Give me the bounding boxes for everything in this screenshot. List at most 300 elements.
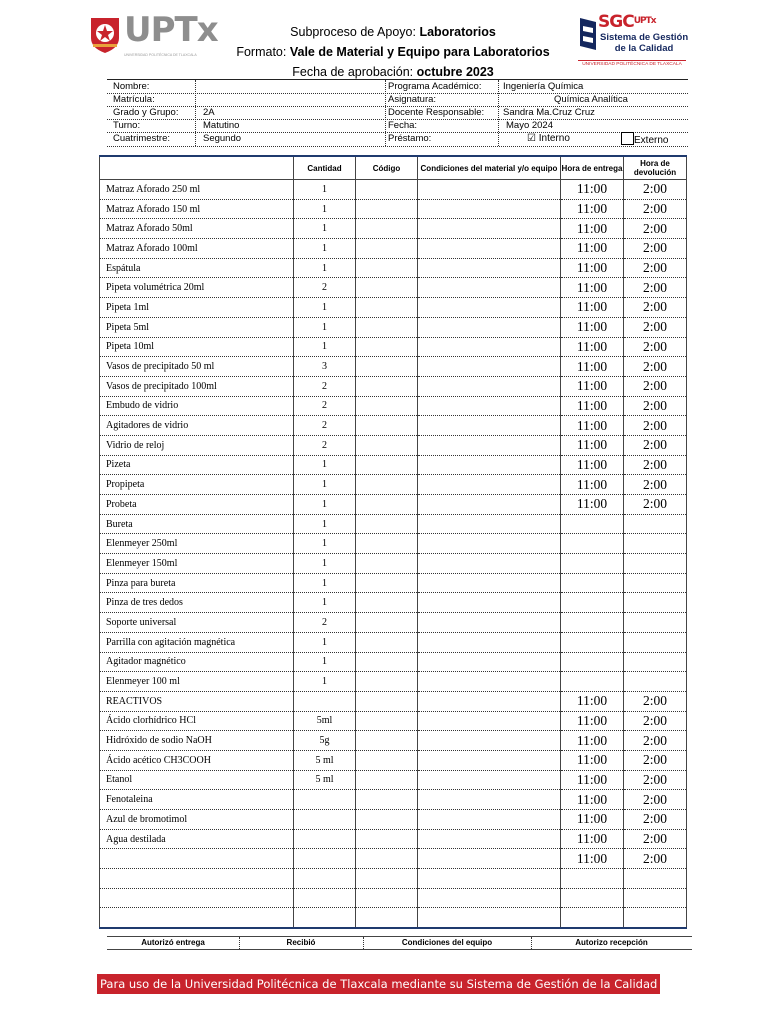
- cell-condiciones[interactable]: [418, 337, 561, 357]
- cell-hora-entrega[interactable]: 11:00: [561, 357, 624, 377]
- cell-codigo[interactable]: [356, 810, 418, 830]
- cell-hora-entrega[interactable]: 11:00: [561, 691, 624, 711]
- cell-hora-entrega[interactable]: 11:00: [561, 435, 624, 455]
- asignatura-label: Asignatura:: [388, 94, 437, 105]
- cell-item-name[interactable]: Agitadores de vidrio: [100, 416, 294, 436]
- cell-item-name[interactable]: Ácido clorhídrico HCl: [100, 711, 294, 731]
- cell-hora-devolucion[interactable]: 2:00: [624, 455, 687, 475]
- table-row: [100, 278, 687, 298]
- cell-codigo[interactable]: [356, 317, 418, 337]
- cell-hora-entrega[interactable]: [561, 613, 624, 633]
- cell-item-name[interactable]: Elenmeyer 250ml: [100, 534, 294, 554]
- sgc-emblem-icon: [578, 16, 598, 54]
- cell-item-name[interactable]: Matraz Aforado 150 ml: [100, 199, 294, 219]
- logo-text: UPTx: [124, 10, 218, 50]
- cell-cantidad[interactable]: 5g: [294, 731, 356, 751]
- cell-item-name[interactable]: REACTIVOS: [100, 691, 294, 711]
- sgc-line-1: Sistema de Gestión: [600, 32, 689, 43]
- cell-condiciones[interactable]: [418, 632, 561, 652]
- cell-hora-entrega[interactable]: [561, 869, 624, 889]
- cell-hora-entrega[interactable]: 11:00: [561, 258, 624, 278]
- cell-condiciones[interactable]: [418, 396, 561, 416]
- cell-condiciones[interactable]: [418, 514, 561, 534]
- cell-cantidad[interactable]: 2: [294, 435, 356, 455]
- cell-item-name[interactable]: Probeta: [100, 495, 294, 515]
- cell-hora-entrega[interactable]: 11:00: [561, 278, 624, 298]
- cell-item-name[interactable]: Pinza de tres dedos: [100, 593, 294, 613]
- cell-item-name[interactable]: Soporte universal: [100, 613, 294, 633]
- cell-hora-entrega[interactable]: 11:00: [561, 376, 624, 396]
- cell-condiciones[interactable]: [418, 376, 561, 396]
- cell-condiciones[interactable]: [418, 652, 561, 672]
- cell-condiciones[interactable]: [418, 593, 561, 613]
- cell-hora-devolucion[interactable]: 2:00: [624, 317, 687, 337]
- cell-hora-devolucion[interactable]: 2:00: [624, 691, 687, 711]
- cell-condiciones[interactable]: [418, 495, 561, 515]
- cell-hora-devolucion[interactable]: [624, 869, 687, 889]
- info-row-4: [107, 119, 688, 133]
- cell-codigo[interactable]: [356, 337, 418, 357]
- table-row: [100, 357, 687, 377]
- cell-hora-entrega[interactable]: [561, 554, 624, 574]
- cell-codigo[interactable]: [356, 869, 418, 889]
- subprocess-label: Subproceso de Apoyo:: [290, 25, 416, 39]
- cell-condiciones[interactable]: [418, 750, 561, 770]
- cell-condiciones[interactable]: [418, 731, 561, 751]
- cell-condiciones[interactable]: [418, 711, 561, 731]
- uptx-seal-icon: [88, 16, 122, 54]
- table-row: [100, 691, 687, 711]
- header-codigo: Código: [356, 156, 418, 180]
- cell-item-name[interactable]: Agitador magnético: [100, 652, 294, 672]
- cell-codigo[interactable]: [356, 376, 418, 396]
- externo-option[interactable]: [621, 132, 668, 147]
- cell-hora-devolucion[interactable]: [624, 652, 687, 672]
- cell-condiciones[interactable]: [418, 770, 561, 790]
- cell-codigo[interactable]: [356, 554, 418, 574]
- cell-hora-entrega[interactable]: 11:00: [561, 298, 624, 318]
- signature-condiciones[interactable]: Condiciones del equipo: [401, 938, 493, 947]
- cell-cantidad[interactable]: [294, 829, 356, 849]
- cell-cantidad[interactable]: 1: [294, 258, 356, 278]
- cell-codigo[interactable]: [356, 888, 418, 908]
- cell-codigo[interactable]: [356, 849, 418, 869]
- cell-condiciones[interactable]: [418, 888, 561, 908]
- cell-item-name[interactable]: Espátula: [100, 258, 294, 278]
- cell-cantidad[interactable]: 3: [294, 357, 356, 377]
- cell-condiciones[interactable]: [418, 691, 561, 711]
- cell-condiciones[interactable]: [418, 475, 561, 495]
- cell-hora-entrega[interactable]: 11:00: [561, 317, 624, 337]
- cell-hora-entrega[interactable]: 11:00: [561, 180, 624, 200]
- cell-codigo[interactable]: [356, 711, 418, 731]
- cell-condiciones[interactable]: [418, 435, 561, 455]
- cell-hora-devolucion[interactable]: 2:00: [624, 810, 687, 830]
- cell-hora-devolucion[interactable]: [624, 672, 687, 692]
- cell-cantidad[interactable]: [294, 691, 356, 711]
- cell-hora-devolucion[interactable]: 2:00: [624, 180, 687, 200]
- nombre-label: Nombre:: [113, 81, 150, 92]
- info-row-5: [107, 132, 688, 147]
- cell-item-name[interactable]: [100, 908, 294, 928]
- cell-hora-entrega[interactable]: 11:00: [561, 396, 624, 416]
- cell-cantidad[interactable]: 1: [294, 514, 356, 534]
- cell-hora-devolucion[interactable]: 2:00: [624, 357, 687, 377]
- table-row: [100, 672, 687, 692]
- cell-hora-devolucion[interactable]: [624, 593, 687, 613]
- cell-cantidad[interactable]: 1: [294, 298, 356, 318]
- signature-autorizo-recepcion[interactable]: Autorizo recepción: [575, 938, 648, 947]
- cell-cantidad[interactable]: 1: [294, 672, 356, 692]
- cell-item-name[interactable]: Vidrio de reloj: [100, 435, 294, 455]
- cell-cantidad[interactable]: 1: [294, 317, 356, 337]
- cell-codigo[interactable]: [356, 593, 418, 613]
- cell-codigo[interactable]: [356, 239, 418, 259]
- cell-cantidad[interactable]: 2: [294, 376, 356, 396]
- info-row-3: [107, 106, 688, 120]
- cell-hora-entrega[interactable]: 11:00: [561, 416, 624, 436]
- cell-hora-entrega[interactable]: 11:00: [561, 199, 624, 219]
- table-row: [100, 199, 687, 219]
- cell-hora-entrega[interactable]: 11:00: [561, 711, 624, 731]
- cell-hora-entrega[interactable]: [561, 573, 624, 593]
- sgc-line-2: de la Calidad: [614, 43, 674, 54]
- cell-cantidad[interactable]: [294, 908, 356, 928]
- cell-cantidad[interactable]: 1: [294, 199, 356, 219]
- cell-hora-entrega[interactable]: 11:00: [561, 790, 624, 810]
- cell-hora-entrega[interactable]: 11:00: [561, 219, 624, 239]
- cell-condiciones[interactable]: [418, 829, 561, 849]
- cell-hora-devolucion[interactable]: [624, 514, 687, 534]
- cell-cantidad[interactable]: 1: [294, 475, 356, 495]
- cell-item-name[interactable]: [100, 849, 294, 869]
- cell-hora-entrega[interactable]: 11:00: [561, 750, 624, 770]
- cell-hora-devolucion[interactable]: 2:00: [624, 495, 687, 515]
- format-line: [228, 42, 558, 62]
- cell-item-name[interactable]: Matraz Aforado 100ml: [100, 239, 294, 259]
- student-info-block: [107, 79, 688, 147]
- cell-item-name[interactable]: Pipeta 5ml: [100, 317, 294, 337]
- cell-cantidad[interactable]: 1: [294, 554, 356, 574]
- cell-hora-devolucion[interactable]: [624, 613, 687, 633]
- cell-item-name[interactable]: Bureta: [100, 514, 294, 534]
- cell-item-name[interactable]: Pizeta: [100, 455, 294, 475]
- cell-item-name[interactable]: Ácido acético CH3COOH: [100, 750, 294, 770]
- cell-codigo[interactable]: [356, 357, 418, 377]
- cell-hora-devolucion[interactable]: 2:00: [624, 376, 687, 396]
- sgc-text: SGC: [598, 12, 634, 32]
- signature-recibio[interactable]: Recibió: [286, 938, 316, 947]
- cell-hora-devolucion[interactable]: 2:00: [624, 199, 687, 219]
- cell-item-name[interactable]: [100, 869, 294, 889]
- cell-hora-entrega[interactable]: 11:00: [561, 455, 624, 475]
- table-row: [100, 810, 687, 830]
- quality-footer: Para uso de la Universidad Politécnica de Tlaxcala mediante su Sistema de Gestión de la Calidad: [97, 974, 660, 994]
- cell-condiciones[interactable]: [418, 869, 561, 889]
- table-row: [100, 652, 687, 672]
- cell-condiciones[interactable]: [418, 455, 561, 475]
- cell-item-name[interactable]: Matraz Aforado 50ml: [100, 219, 294, 239]
- cell-codigo[interactable]: [356, 691, 418, 711]
- cell-hora-devolucion[interactable]: 2:00: [624, 750, 687, 770]
- cell-hora-devolucion[interactable]: [624, 888, 687, 908]
- cell-hora-devolucion[interactable]: 2:00: [624, 219, 687, 239]
- cell-item-name[interactable]: Pipeta volumétrica 20ml: [100, 278, 294, 298]
- cell-cantidad[interactable]: [294, 790, 356, 810]
- cell-codigo[interactable]: [356, 573, 418, 593]
- header-hora-entrega: Hora de entrega: [561, 156, 624, 180]
- cell-cantidad[interactable]: 1: [294, 652, 356, 672]
- cell-codigo[interactable]: [356, 396, 418, 416]
- cell-codigo[interactable]: [356, 180, 418, 200]
- header-item: [100, 156, 294, 180]
- approval-label: Fecha de aprobación:: [292, 65, 414, 79]
- cell-cantidad[interactable]: 1: [294, 593, 356, 613]
- table-row: [100, 554, 687, 574]
- cell-cantidad[interactable]: 2: [294, 278, 356, 298]
- cell-item-name[interactable]: Fenotaleina: [100, 790, 294, 810]
- cell-codigo[interactable]: [356, 652, 418, 672]
- cell-codigo[interactable]: [356, 475, 418, 495]
- cell-hora-devolucion[interactable]: [624, 573, 687, 593]
- cell-item-name[interactable]: Elenmeyer 150ml: [100, 554, 294, 574]
- interno-checkbox[interactable]: ☑ Interno: [527, 133, 570, 144]
- cell-codigo[interactable]: [356, 829, 418, 849]
- table-row: [100, 396, 687, 416]
- cell-hora-devolucion[interactable]: 2:00: [624, 416, 687, 436]
- cell-codigo[interactable]: [356, 770, 418, 790]
- cell-cantidad[interactable]: 2: [294, 396, 356, 416]
- cell-codigo[interactable]: [356, 908, 418, 928]
- cell-cantidad[interactable]: [294, 869, 356, 889]
- cell-codigo[interactable]: [356, 219, 418, 239]
- cell-hora-devolucion[interactable]: 2:00: [624, 258, 687, 278]
- signature-autorizo-entrega[interactable]: Autorizó entrega: [141, 938, 205, 947]
- cell-cantidad[interactable]: 1: [294, 219, 356, 239]
- cell-codigo[interactable]: [356, 790, 418, 810]
- cell-hora-entrega[interactable]: 11:00: [561, 475, 624, 495]
- cell-hora-entrega[interactable]: 11:00: [561, 239, 624, 259]
- cell-hora-entrega[interactable]: [561, 888, 624, 908]
- cell-hora-entrega[interactable]: 11:00: [561, 810, 624, 830]
- cell-condiciones[interactable]: [418, 317, 561, 337]
- cell-hora-devolucion[interactable]: 2:00: [624, 790, 687, 810]
- cell-condiciones[interactable]: [418, 180, 561, 200]
- cell-hora-devolucion[interactable]: 2:00: [624, 396, 687, 416]
- cell-hora-entrega[interactable]: 11:00: [561, 849, 624, 869]
- cell-item-name[interactable]: Vasos de precipitado 100ml: [100, 376, 294, 396]
- cell-hora-entrega[interactable]: 11:00: [561, 770, 624, 790]
- cell-hora-entrega[interactable]: 11:00: [561, 731, 624, 751]
- logo-subtitle: UNIVERSIDAD POLITÉCNICA DE TLAXCALA: [124, 53, 197, 57]
- cell-item-name[interactable]: Etanol: [100, 770, 294, 790]
- cell-cantidad[interactable]: 1: [294, 573, 356, 593]
- cell-hora-devolucion[interactable]: 2:00: [624, 278, 687, 298]
- table-row: [100, 908, 687, 928]
- cell-item-name[interactable]: Elenmeyer 100 ml: [100, 672, 294, 692]
- cell-cantidad[interactable]: 2: [294, 416, 356, 436]
- approval-value: octubre 2023: [416, 65, 494, 79]
- turno-value[interactable]: Matutino: [203, 120, 240, 131]
- prestamo-label: Préstamo:: [388, 133, 432, 144]
- cell-condiciones[interactable]: [418, 672, 561, 692]
- cell-hora-entrega[interactable]: 11:00: [561, 495, 624, 515]
- cell-condiciones[interactable]: [418, 278, 561, 298]
- cell-codigo[interactable]: [356, 199, 418, 219]
- cell-cantidad[interactable]: 5ml: [294, 711, 356, 731]
- table-row: [100, 455, 687, 475]
- cell-codigo[interactable]: [356, 298, 418, 318]
- sgc-logo: [578, 12, 688, 70]
- cuatrimestre-value[interactable]: Segundo: [203, 133, 242, 144]
- table-row: [100, 337, 687, 357]
- cell-condiciones[interactable]: [418, 534, 561, 554]
- cell-item-name[interactable]: [100, 888, 294, 908]
- cell-item-name[interactable]: Azul de bromotimol: [100, 810, 294, 830]
- cell-codigo[interactable]: [356, 495, 418, 515]
- cell-cantidad[interactable]: [294, 849, 356, 869]
- cell-hora-devolucion[interactable]: 2:00: [624, 435, 687, 455]
- cell-cantidad[interactable]: 5 ml: [294, 770, 356, 790]
- cell-condiciones[interactable]: [418, 554, 561, 574]
- cell-hora-entrega[interactable]: 11:00: [561, 829, 624, 849]
- cell-hora-devolucion[interactable]: [624, 632, 687, 652]
- cell-item-name[interactable]: Parrilla con agitación magnética: [100, 632, 294, 652]
- cell-item-name[interactable]: Propipeta: [100, 475, 294, 495]
- cell-item-name[interactable]: Pipeta 1ml: [100, 298, 294, 318]
- docente-value[interactable]: Sandra Ma.Cruz Cruz: [503, 107, 595, 118]
- cell-condiciones[interactable]: [418, 790, 561, 810]
- cell-cantidad[interactable]: 1: [294, 337, 356, 357]
- cell-item-name[interactable]: Pinza para bureta: [100, 573, 294, 593]
- cell-condiciones[interactable]: [418, 573, 561, 593]
- cell-codigo[interactable]: [356, 278, 418, 298]
- cell-condiciones[interactable]: [418, 810, 561, 830]
- cell-cantidad[interactable]: [294, 810, 356, 830]
- grado-value[interactable]: 2A: [203, 107, 215, 118]
- cell-codigo[interactable]: [356, 534, 418, 554]
- table-row: [100, 180, 687, 200]
- cell-hora-entrega[interactable]: [561, 908, 624, 928]
- table-body: [100, 180, 687, 929]
- cell-hora-devolucion[interactable]: 2:00: [624, 829, 687, 849]
- cell-cantidad[interactable]: 1: [294, 455, 356, 475]
- info-row-1: [107, 80, 688, 94]
- cell-condiciones[interactable]: [418, 908, 561, 928]
- table-row: [100, 258, 687, 278]
- header-hora-devolucion: Hora de devolución: [624, 156, 687, 180]
- cell-condiciones[interactable]: [418, 219, 561, 239]
- cell-hora-entrega[interactable]: [561, 652, 624, 672]
- cell-hora-devolucion[interactable]: [624, 908, 687, 928]
- asignatura-value[interactable]: Química Analítica: [554, 94, 628, 105]
- cell-hora-entrega[interactable]: [561, 593, 624, 613]
- table-row: [100, 613, 687, 633]
- programa-value[interactable]: Ingeniería Química: [503, 81, 584, 92]
- cell-hora-entrega[interactable]: [561, 672, 624, 692]
- externo-checkbox[interactable]: [621, 132, 634, 145]
- table-row: [100, 711, 687, 731]
- programa-label: Programa Académico:: [388, 81, 482, 92]
- cell-condiciones[interactable]: [418, 258, 561, 278]
- cell-cantidad[interactable]: [294, 888, 356, 908]
- table-row: [100, 219, 687, 239]
- cell-hora-devolucion[interactable]: 2:00: [624, 849, 687, 869]
- cell-codigo[interactable]: [356, 632, 418, 652]
- cell-codigo[interactable]: [356, 435, 418, 455]
- cell-cantidad[interactable]: 2: [294, 613, 356, 633]
- cell-cantidad[interactable]: 1: [294, 239, 356, 259]
- matricula-label: Matrícula:: [113, 94, 155, 105]
- subprocess-line: [228, 22, 558, 42]
- cell-hora-entrega[interactable]: 11:00: [561, 337, 624, 357]
- cell-codigo[interactable]: [356, 455, 418, 475]
- cell-cantidad[interactable]: 1: [294, 495, 356, 515]
- cell-codigo[interactable]: [356, 731, 418, 751]
- cell-condiciones[interactable]: [418, 357, 561, 377]
- form-title-block: [228, 22, 558, 82]
- cell-condiciones[interactable]: [418, 416, 561, 436]
- cell-hora-entrega[interactable]: [561, 514, 624, 534]
- cell-cantidad[interactable]: 1: [294, 534, 356, 554]
- cell-hora-devolucion[interactable]: [624, 554, 687, 574]
- cell-hora-devolucion[interactable]: 2:00: [624, 711, 687, 731]
- cell-codigo[interactable]: [356, 613, 418, 633]
- cell-codigo[interactable]: [356, 672, 418, 692]
- uptx-logo: [88, 10, 218, 60]
- cell-hora-devolucion[interactable]: 2:00: [624, 731, 687, 751]
- cell-hora-entrega[interactable]: [561, 632, 624, 652]
- cell-item-name[interactable]: Vasos de precipitado 50 ml: [100, 357, 294, 377]
- table-row: [100, 475, 687, 495]
- table-row: [100, 514, 687, 534]
- cell-codigo[interactable]: [356, 416, 418, 436]
- cell-condiciones[interactable]: [418, 613, 561, 633]
- cell-cantidad[interactable]: 5 ml: [294, 750, 356, 770]
- cell-hora-devolucion[interactable]: [624, 534, 687, 554]
- fecha-value[interactable]: Mayo 2024: [506, 120, 554, 131]
- cell-item-name[interactable]: Matraz Aforado 250 ml: [100, 180, 294, 200]
- cell-item-name[interactable]: Pipeta 10ml: [100, 337, 294, 357]
- turno-label: Turno:: [113, 120, 141, 131]
- cell-hora-devolucion[interactable]: 2:00: [624, 239, 687, 259]
- cell-item-name[interactable]: Agua destilada: [100, 829, 294, 849]
- cell-condiciones[interactable]: [418, 239, 561, 259]
- cell-codigo[interactable]: [356, 258, 418, 278]
- cell-hora-entrega[interactable]: [561, 534, 624, 554]
- cell-cantidad[interactable]: 1: [294, 632, 356, 652]
- cell-item-name[interactable]: Embudo de vidrio: [100, 396, 294, 416]
- cell-condiciones[interactable]: [418, 849, 561, 869]
- cell-hora-devolucion[interactable]: 2:00: [624, 337, 687, 357]
- cell-hora-devolucion[interactable]: 2:00: [624, 298, 687, 318]
- cell-hora-devolucion[interactable]: 2:00: [624, 770, 687, 790]
- cell-item-name[interactable]: Hidróxido de sodio NaOH: [100, 731, 294, 751]
- table-row: [100, 632, 687, 652]
- table-row: [100, 790, 687, 810]
- cell-hora-devolucion[interactable]: 2:00: [624, 475, 687, 495]
- cell-codigo[interactable]: [356, 750, 418, 770]
- sgc-uptx-text: UPTx: [633, 16, 656, 26]
- externo-label: Externo: [634, 135, 669, 146]
- table-row: [100, 298, 687, 318]
- table-row: [100, 239, 687, 259]
- table-row: [100, 869, 687, 889]
- cell-condiciones[interactable]: [418, 199, 561, 219]
- cell-cantidad[interactable]: 1: [294, 180, 356, 200]
- cell-condiciones[interactable]: [418, 298, 561, 318]
- cell-codigo[interactable]: [356, 514, 418, 534]
